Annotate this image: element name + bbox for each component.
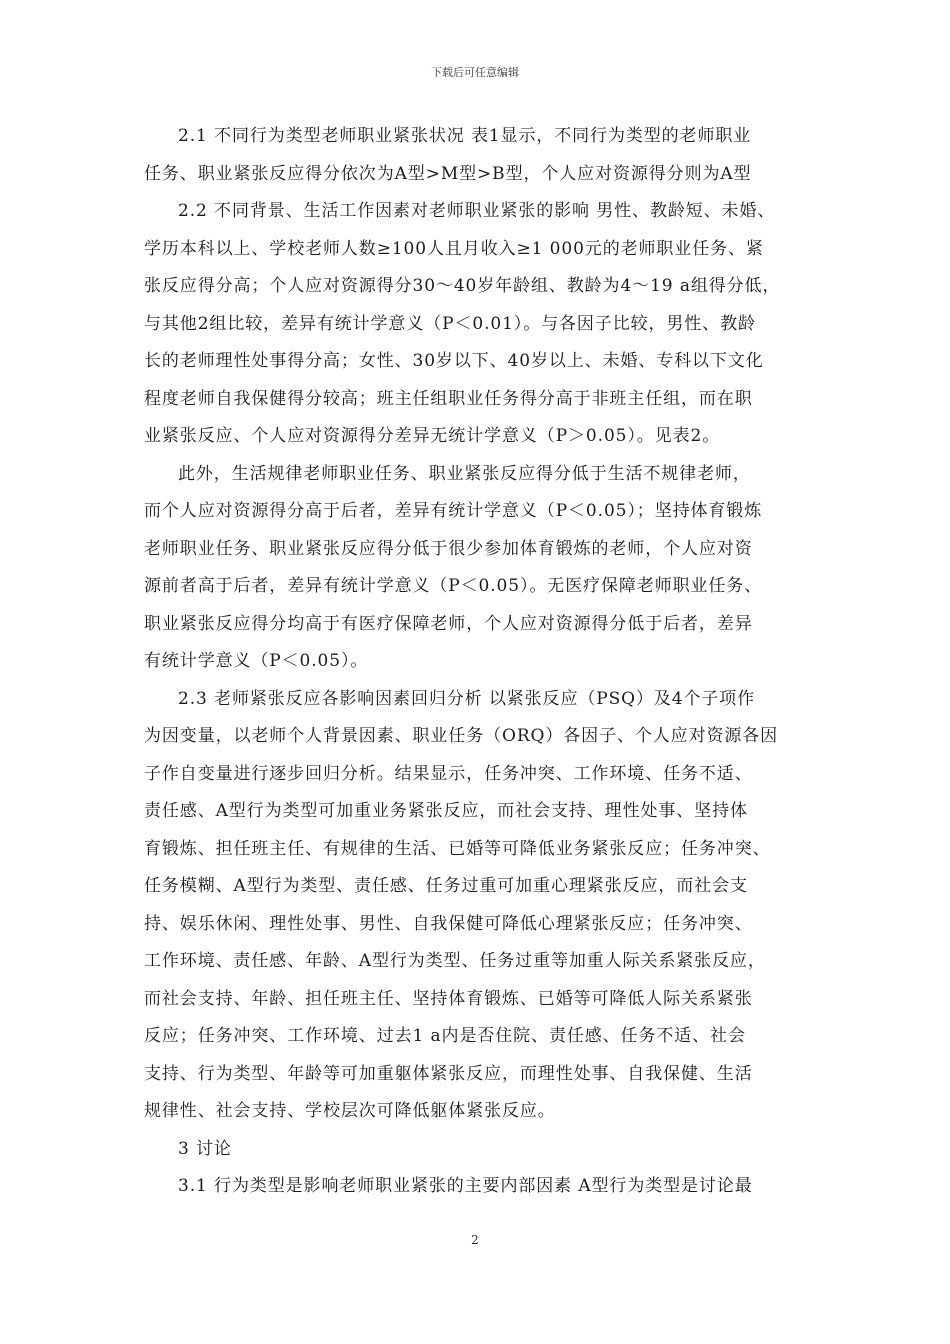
text-line: 任务模糊、A型行为类型、责任感、任务过重可加重心理紧张反应，而社会支: [144, 876, 748, 896]
text-line: 2.2 不同背景、生活工作因素对老师职业紧张的影响 男性、教龄短、未婚、: [178, 201, 776, 221]
text-line: 学历本科以上、学校老师人数≥100人且月收入≥1 000元的老师职业任务、紧: [144, 238, 764, 259]
text-line: 规律性、社会支持、学校层次可降低躯体紧张反应。: [144, 1101, 556, 1121]
text-line: 责任感、A型行为类型可加重业务紧张反应，而社会支持、理性处事、坚持体: [144, 801, 748, 821]
text-line: 与其他2组比较，差异有统计学意义（P＜0.01）。与各因子比较，男性、教龄: [144, 313, 756, 334]
text-line: 支持、行为类型、年龄等可加重躯体紧张反应，而理性处事、自我保健、生活: [144, 1063, 753, 1084]
text-line: 长的老师理性处事得分高；女性、30岁以下、40岁以上、未婚、专科以下文化: [144, 351, 764, 371]
paragraph-2-2: [144, 193, 810, 456]
page-number: 2: [471, 1233, 479, 1247]
text-line: 任务、职业紧张反应得分依次为A型>M型>B型，个人应对资源得分则为A型: [144, 163, 752, 184]
paragraph-2-3: [144, 681, 810, 1131]
document-body: [144, 118, 810, 1206]
text-line: 为因变量，以老师个人背景因素、职业任务（ORQ）各因子、个人应对资源各因: [144, 726, 779, 746]
text-line: 业紧张反应、个人应对资源得分差异无统计学意义（P＞0.05）。见表2。: [144, 426, 721, 446]
paragraph-lifestyle: [144, 456, 810, 681]
text-line: 3.1 行为类型是影响老师职业紧张的主要内部因素 A型行为类型是讨论最: [178, 1176, 753, 1196]
text-line: 此外，生活规律老师职业任务、职业紧张反应得分低于生活不规律老师，: [178, 463, 751, 484]
text-line: 反应；任务冲突、工作环境、过去1 a内是否住院、责任感、任务不适、社会: [144, 1026, 746, 1046]
text-line: 而个人应对资源得分高于后者，差异有统计学意义（P＜0.05）；坚持体育锻炼: [144, 501, 763, 521]
text-line: 程度老师自我保健得分较高；班主任组职业任务得分高于非班主任组，而在职: [144, 388, 753, 409]
text-line: 有统计学意义（P＜0.05）。: [144, 651, 369, 671]
heading-text: 3 讨论: [178, 1138, 232, 1159]
text-line: 老师职业任务、职业紧张反应得分低于很少参加体育锻炼的老师，个人应对资: [144, 538, 753, 559]
paragraph-3-1: [144, 1168, 810, 1206]
text-line: 而社会支持、年龄、担任班主任、坚持体育锻炼、已婚等可降低人际关系紧张: [144, 988, 753, 1009]
text-line: 子作自变量进行逐步回归分析。结果显示，任务冲突、工作环境、任务不适、: [144, 763, 753, 784]
text-line: 持、娱乐休闲、理性处事、男性、自我保健可降低心理紧张反应；任务冲突、: [144, 913, 753, 934]
text-line: 张反应得分高；个人应对资源得分30～40岁年龄组、教龄为4～19 a组得分低，: [144, 276, 781, 296]
section-heading-3: [144, 1131, 810, 1169]
text-line: 2.3 老师紧张反应各影响因素回归分析 以紧张反应（PSQ）及4个子项作: [178, 688, 756, 709]
text-line: 工作环境、责任感、年龄、A型行为类型、任务过重等加重人际关系紧张反应，: [144, 951, 766, 971]
text-line: 职业紧张反应得分均高于有医疗保障老师，个人应对资源得分低于后者，差异: [144, 613, 753, 634]
text-line: 育锻炼、担任班主任、有规律的生活、已婚等可降低业务紧张反应；任务冲突、: [144, 838, 771, 859]
page-header: 下载后可任意编辑: [431, 66, 519, 79]
text-line: 源前者高于后者，差异有统计学意义（P＜0.05）。无医疗保障老师职业任务、: [144, 576, 763, 596]
text-line: 2.1 不同行为类型老师职业紧张状况 表1显示，不同行为类型的老师职业: [178, 126, 752, 146]
paragraph-2-1: [144, 118, 810, 193]
